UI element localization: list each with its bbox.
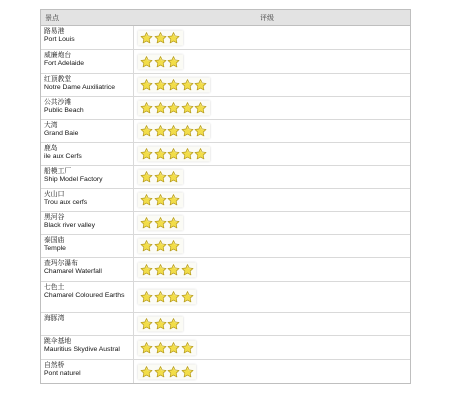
star-icon — [181, 102, 194, 115]
star-icon — [140, 217, 153, 230]
rating-cell — [134, 166, 410, 188]
star-icon — [154, 291, 167, 304]
attraction-name-en: Black river valley — [44, 222, 95, 230]
star-rating — [138, 193, 183, 208]
star-icon — [181, 365, 194, 378]
star-icon — [167, 31, 180, 44]
star-icon — [140, 240, 153, 253]
star-icon — [154, 263, 167, 276]
star-rating — [138, 78, 210, 93]
rating-cell — [134, 26, 410, 49]
star-icon — [154, 102, 167, 115]
rating-cell — [134, 120, 410, 142]
star-icon — [194, 148, 207, 161]
star-icon — [140, 125, 153, 138]
star-rating — [138, 101, 210, 116]
attraction-name-en: Chamarel Coloured Earths — [44, 292, 125, 300]
attraction-name-cell — [41, 282, 134, 312]
table-row — [41, 258, 410, 282]
attraction-name-en: Fort Adelaide — [44, 60, 85, 68]
rating-cell — [134, 258, 410, 281]
attraction-name-en: Notre Dame Auxiliatrice — [44, 84, 116, 92]
star-icon — [154, 318, 167, 331]
attraction-name-cell — [41, 143, 134, 165]
attraction-name-cell — [41, 235, 134, 257]
attraction-name-zh: 泰国庙 — [44, 237, 65, 244]
attraction-name-zh: 公共沙滩 — [44, 99, 72, 106]
star-icon — [167, 79, 180, 92]
rating-cell — [134, 143, 410, 165]
star-icon — [167, 194, 180, 207]
rating-cell — [134, 74, 410, 96]
attraction-name-zh: 红顶教堂 — [44, 76, 72, 83]
star-icon — [140, 318, 153, 331]
attraction-name-zh: 火山口 — [44, 191, 65, 198]
attraction-name-en: Ship Model Factory — [44, 176, 103, 184]
rating-cell — [134, 282, 410, 312]
star-icon — [194, 102, 207, 115]
table-header — [41, 10, 410, 26]
attraction-name-cell — [41, 336, 134, 359]
star-rating — [138, 147, 210, 162]
star-icon — [167, 263, 180, 276]
attraction-name-en: Mauritius Skydive Austral — [44, 346, 120, 354]
star-icon — [167, 102, 180, 115]
rating-cell — [134, 50, 410, 73]
attraction-name-zh: 路易港 — [44, 28, 65, 35]
star-icon — [181, 125, 194, 138]
star-icon — [154, 148, 167, 161]
table-row — [41, 212, 410, 235]
attraction-name-zh: 威廉炮台 — [44, 52, 72, 59]
table-row — [41, 74, 410, 97]
star-icon — [167, 318, 180, 331]
star-rating — [138, 170, 183, 185]
attraction-name-zh: 自然桥 — [44, 362, 65, 369]
table-row — [41, 166, 410, 189]
star-icon — [154, 79, 167, 92]
rating-cell — [134, 212, 410, 234]
header-attraction: 景点 — [45, 14, 59, 22]
star-icon — [181, 263, 194, 276]
star-icon — [194, 125, 207, 138]
star-icon — [194, 79, 207, 92]
star-icon — [154, 240, 167, 253]
table-row — [41, 97, 410, 120]
star-icon — [181, 148, 194, 161]
attraction-name-cell — [41, 360, 134, 383]
table-row — [41, 120, 410, 143]
attraction-name-cell — [41, 189, 134, 211]
star-icon — [140, 102, 153, 115]
star-icon — [167, 291, 180, 304]
attraction-name-cell — [41, 26, 134, 49]
attraction-name-cell — [41, 50, 134, 73]
star-icon — [154, 217, 167, 230]
attraction-name-en: Pont naturel — [44, 370, 81, 378]
attraction-name-en: Port Louis — [44, 36, 75, 44]
attraction-name-cell — [41, 120, 134, 142]
star-icon — [154, 194, 167, 207]
star-icon — [154, 31, 167, 44]
attraction-name-cell — [41, 166, 134, 188]
star-icon — [140, 148, 153, 161]
star-rating — [138, 54, 183, 69]
star-rating — [138, 124, 210, 139]
table-row — [41, 26, 410, 50]
attraction-name-cell — [41, 97, 134, 119]
star-icon — [167, 148, 180, 161]
star-icon — [181, 79, 194, 92]
star-icon — [140, 31, 153, 44]
attraction-name-zh: 大湾 — [44, 122, 58, 129]
attraction-name-en: Trou aux cerfs — [44, 199, 88, 207]
rating-cell — [134, 336, 410, 359]
star-icon — [140, 365, 153, 378]
star-rating — [138, 364, 196, 379]
attraction-name-zh: 海豚湾 — [44, 315, 65, 322]
table-row — [41, 143, 410, 166]
attraction-name-cell — [41, 313, 134, 335]
attraction-name-zh: 跳伞基地 — [44, 338, 72, 345]
star-icon — [167, 217, 180, 230]
attraction-name-cell — [41, 258, 134, 281]
star-icon — [167, 341, 180, 354]
attraction-name-zh: 七色土 — [44, 284, 65, 291]
rating-cell — [134, 189, 410, 211]
star-icon — [167, 365, 180, 378]
attraction-name-en: Public Beach — [44, 107, 84, 115]
star-rating — [138, 30, 183, 45]
star-icon — [167, 171, 180, 184]
star-icon — [140, 291, 153, 304]
star-icon — [154, 365, 167, 378]
star-icon — [154, 125, 167, 138]
rating-cell — [134, 313, 410, 335]
star-rating — [138, 262, 196, 277]
star-rating — [138, 340, 196, 355]
star-rating — [138, 239, 183, 254]
star-rating — [138, 290, 196, 305]
star-icon — [140, 263, 153, 276]
table-row — [41, 336, 410, 360]
rating-cell — [134, 97, 410, 119]
rating-cell — [134, 235, 410, 257]
star-icon — [140, 194, 153, 207]
star-icon — [167, 125, 180, 138]
star-icon — [154, 341, 167, 354]
table-row — [41, 235, 410, 258]
star-icon — [140, 171, 153, 184]
table-body — [41, 26, 410, 383]
attraction-name-zh: 船模工厂 — [44, 168, 72, 175]
attraction-name-zh: 鹿岛 — [44, 145, 58, 152]
table-row — [41, 50, 410, 74]
attraction-name-en: Chamarel Waterfall — [44, 268, 102, 276]
star-icon — [181, 341, 194, 354]
attraction-name-en: ile aux Cerfs — [44, 153, 82, 161]
star-icon — [181, 291, 194, 304]
attraction-name-zh: 黑河谷 — [44, 214, 65, 221]
star-icon — [140, 55, 153, 68]
header-rating: 评级 — [260, 14, 274, 22]
star-icon — [140, 341, 153, 354]
table-row — [41, 313, 410, 336]
ratings-table — [40, 9, 411, 384]
star-rating — [138, 216, 183, 231]
attraction-name-cell — [41, 74, 134, 96]
star-rating — [138, 317, 183, 332]
attraction-name-en: Temple — [44, 245, 66, 253]
star-icon — [167, 55, 180, 68]
table-row — [41, 360, 410, 383]
attraction-name-cell — [41, 212, 134, 234]
star-icon — [140, 79, 153, 92]
table-row — [41, 282, 410, 313]
attraction-name-zh: 查玛尔瀑布 — [44, 260, 78, 267]
star-icon — [154, 55, 167, 68]
rating-cell — [134, 360, 410, 383]
table-row — [41, 189, 410, 212]
star-icon — [167, 240, 180, 253]
attraction-name-en: Grand Baie — [44, 130, 79, 138]
star-icon — [154, 171, 167, 184]
